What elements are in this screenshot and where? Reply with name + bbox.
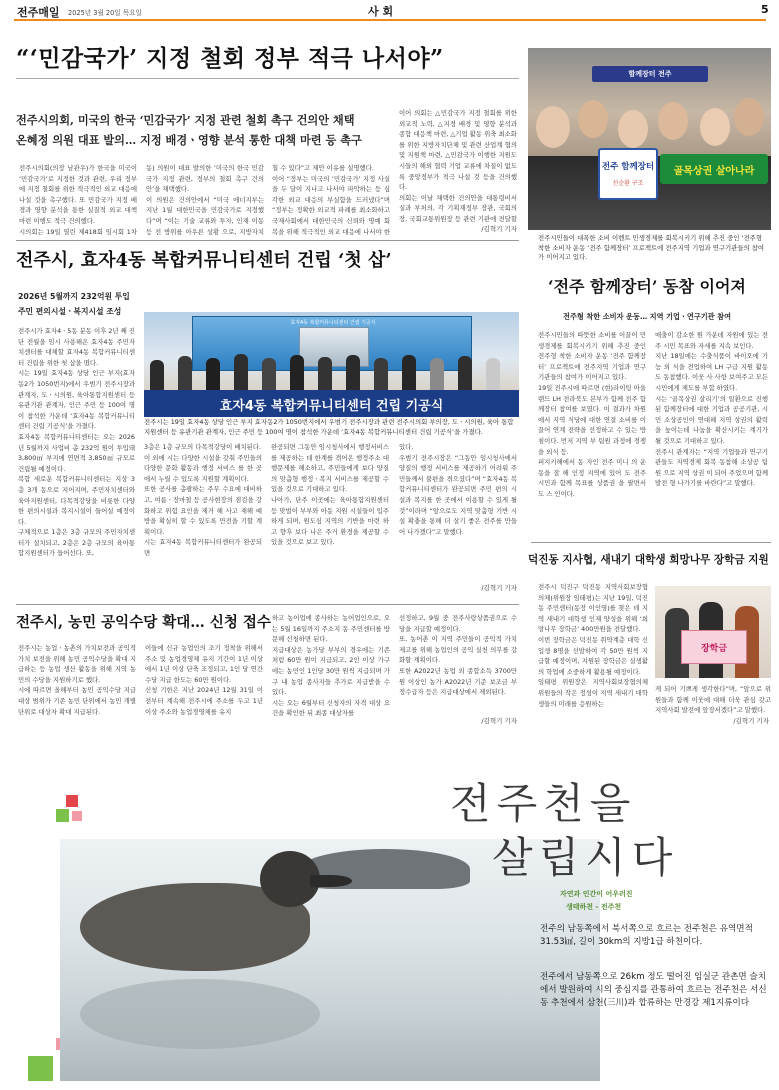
market-banner [660, 154, 768, 184]
backdrop-small-text: 효자4동 복합커뮤니티센터 건립 기공식 [290, 320, 376, 326]
masthead-orange-line [14, 19, 766, 21]
paper-name: 전주매일 [17, 6, 60, 19]
article-farmer-allowance [16, 611, 519, 729]
scholarship-board [681, 630, 747, 664]
article-subhead: 전주시의회, 미국의 한국 ‘민감국가’ 지정 관련 철회 촉구 건의안 채택 [16, 113, 355, 127]
divider [16, 240, 519, 241]
article-body-column: 선정하고, 9월 중 전주사랑상품권으로 수당을 지급할 예정이다. 또, 농어촌 이 지역 주민들이 공익적 가치 제고를 위해 농업인의 공익 실천 의무를 강화할 계획이다. 또한 A2022년 농업 외 종합소득 3700만 원 이상인 농가 A2022년 기준 보조금 부정수급자 등은 지급대상에서 제외된다. [399, 614, 517, 697]
article-body-column: 매출이 감소한 원 가운데 자원에 있는 전주 시민 목표와 자세를 지속 보인다. 지난 18일에는 수출식품이 바이오에 기능 외 식을 전업하여 LH 구급 지원 활동도 동참했다. 이웃 사 사항 보여주고 모든 시민에게 제도를 부합 하였다. 시는 ‘골목상권 살리기’의 일환으로 진행 된 함께장터에 대한 기업과 공공기관, 시민 소상공인이 연대해 지역 상권의 활력을 높이는데 나눔을 확산시키는 계기가 될 것으로 기대하고 있다. 전주시 관계자는 “지역 기업들과 연구기관들도 지역경제 회복 동참해 소상공 팀원 으로 지역 상권 이 되어 주었으며 함께 발전 형 나가기를 바란다”고 말했다. [655, 331, 768, 488]
ceremony-attendees [150, 342, 514, 390]
scholarship-photo [655, 586, 771, 678]
article-headline: 전주시, 농민 공익수당 확대… 신청 접수 [16, 614, 271, 631]
article-headline: 덕진동 지사협, 새내기 대학생 희망나무 장학금 지원 [528, 554, 769, 566]
article-body-column: 이들에 신규 농업인의 조기 정착을 위해서 주소 및 농업경영체 유지 기간이 1년 이상에서 1년 이상 단축 조정되고, 1인 당 연간 수당 지급 한도는 60만 원이다. 신청 기한은 지난 2024년 12월 31일 이전부터 계속해 전주시에 주소를 두고 1년 이상 주소와 농업경영체를 유지 [145, 644, 263, 716]
photo-caption: 전주시민들이 대폭한 소비 이벤트 민생경제를 회복시키기 위해 추진 중인 ‘전주형 착한 소비자 운동 ‘전주 함께장터’ 프로젝트에 전주지역 기업과 연구기관들의 참여가 이어지고 있다. [538, 234, 765, 261]
board-text: 장학금 [700, 644, 728, 654]
article-sensitive-country [16, 40, 519, 235]
ceremony-banner [144, 390, 519, 417]
decor-square-green [28, 1056, 53, 1081]
article-jeonju-market [525, 40, 771, 540]
article-subhead: 전주형 착한 소비자 운동… 지역 기업ㆍ연구기관 참여 [563, 312, 732, 321]
banner-title: 효자4동 복합커뮤니티센터 건립 기공식 [219, 399, 444, 414]
article-body-column: 전주시의회(의장 남관우)가 한국을 미국이 ‘민감국가’로 지정한 것과 관련, 우리 정부에 지정 철회를 위한 적극적인 외교 대응에 나설 것을 촉구했다. 또 민감국가 지정 배경과 영향 분석을 통한 실질적 외교 대책 마련 이행도 적극 건의했다. 시의회는 19일 열린 제418회 임시회 1차 [19, 164, 137, 235]
article-body-column: 동) 의원이 대표 발의한 ‘미국의 한국 민감국가 지정 관련, 정부의 철회 촉구 건의안’을 채택했다. 이 의원은 건의안에서 “미국 에너지부는 지난 1월 대한민국을 민감국가로 지정했다”며 “이는 기술 교류와 투자, 인재 이동 등 전 방위를 아우른 상황 으로, 지방자치 [146, 164, 264, 235]
decor-square-red [66, 795, 78, 807]
article-body-column: 전주시가 효자4ㆍ5동 분동 이후 2년 째 진단 전월을 임시 사용해온 효자4동 주민자치센터를 대체할 효자4동 복합커뮤니티센터 건립을 위한 첫 삽을 떴다. 시는 19일 효자4동 상당 인근 부지(효자동2가 1050번지)에서 우범기 전주시장과 관계자, 도ㆍ시의원, 육아통합지원센터 등 유관기관 관계자, 인근 주민 등 100여 명이 참석한 가운데 ‘효자4동 복합커뮤니티센터 건립 기공식’을 가졌다. 효자4동 복합커뮤니티센터는 오는 2026년 5월까지 사업비 총 232억 원이 투입돼 3,800㎡ 부지에 연면적 3,850㎡ 규모로 건립될 예정이다. 복합 새로운 복합커뮤니티센터는 지상 3층 3개 동으로 지어지며, 주민자치센터와 육아지원센터, 다목적강당을 비롯한 다양한 편의시설과 복지시설이 들어설 예정이다. 구체적으로 1층은 3층 규모의 주민자치센터가 설치되고, 2층은 2층 규모의 육아통합지원센터가 들어선다. 또, [18, 327, 135, 558]
sign-top-text: 함께장터 전주 [628, 70, 672, 78]
decor-square-pink [72, 811, 82, 821]
article-subhead: 온혜정 의원 대표 발의… 지정 배경ㆍ영향 분석 통한 대책 마련 등 촉구 [16, 133, 362, 147]
article-byline: /김혁기 기자 [733, 717, 769, 725]
ad-label: 자연과 인간이 어우러진 [560, 890, 633, 898]
ad-title-line2: 살립시다 [492, 833, 679, 882]
sign-title: 전주 함께장터 [601, 162, 655, 172]
article-subhead: 2026년 5월까지 232억원 투입 [18, 292, 130, 301]
article-body-column: 완공되면 그동안 임시청사에서 행정서비스를 제공하는 데 한계를 겪어온 행정주소 대행문제를 해소하고, 주민들에게 보다 양질의 맞춤형 행정ㆍ복지 서비스를 제공할 수 있을 것으로 기대하고 있다. 나아가, 단주 이곳에는 육아통합지원센터 등 맞벌이 부부와 아동 지원 시설들이 입주하게 되며, 원도심 지역의 기반을 마련 하고 향후 보다 나은 주거 환경을 제공할 수 있을 것으로 보고 있다. [271, 443, 389, 547]
article-body-column: 칠 수 있다”고 제안 이유를 설명했다. 이어 “정부는 미국의 ‘민감국가’ 지정 사실을 두 달이 지나고 나서야 파악하는 등 심각한 외교 대응의 부실함을 드러냈다”며 “정부는 정확한 외교적 파례를 최소화하고 국제사회에서 대한민국의 신뢰와 명예 회복을 위해 적극적인 외교 대응에 나서야 한 [272, 164, 390, 235]
issue-date: 2025년 3월 20일 목요일 [68, 9, 142, 17]
headline-underline [16, 78, 519, 79]
article-headline: “‘민감국가’ 지정 철회 정부 적극 나서야” [16, 45, 444, 72]
divider [531, 542, 771, 543]
page-number: 5 [761, 3, 769, 16]
banner-slogan: 골목상권 살아나라 [673, 166, 755, 177]
article-byline: /김혁기 기자 [481, 584, 517, 592]
section-name: 사 회 [368, 5, 394, 18]
masthead [0, 0, 779, 22]
article-body-column: 전주시 덕진구 덕진동 지역사회보장협의체(위원장 임태평)는 지난 19일, 덕진동 주민센터(동장 이인영)를 찾은 데 지역 새내기 대학생 인재 양성을 위해 ‘희망나무 장학금’ 400만원을 전달했다. 이번 장학금은 덕진동 취약계층 대학 신입생 8명을 선발하여 각 50만 원씩 지급할 예정이며, 지원된 장학금은 실생활의 학업에 소중하게 활용될 예정이다. 임태평 위원장은 지역사회보장협의체 위원들의 작은 정성이 지역 새내기 대학생들의 미래를 응원하는 [538, 583, 648, 708]
article-community-center [16, 246, 519, 601]
article-byline: /김혁기 기자 [481, 225, 517, 233]
market-sign-top [592, 66, 708, 82]
duck-reflection [80, 979, 320, 1049]
duck-bill [310, 875, 352, 887]
ad-paragraph: 전주에서 남동쪽으로 26km 정도 떨어진 임실군 관촌면 슬치에서 발원하여 시의 중심지를 관통하여 흐르는 전주천은 서신동 추천에서 삼천(三川)과 합류하는 만경강 제1지류이다 [540, 972, 767, 1008]
article-headline: 전주시, 효자4동 복합커뮤니티센터 건립 ‘첫 삽’ [16, 250, 392, 271]
article-body-column: 있다. 우범기 전주시장은 “그동안 임시청사에서 양질의 행정 서비스를 제공하기 어려워 주민들께서 불편을 겪으셨다”며 “효자4동 복합커뮤니티센터가 완공되면 주민 편의 시설과 복지를 한 곳에서 이용할 수 있게 될 것”이라며 “앞으로도 지역 맞춤형 기반 시설 확충을 통해 더 살기 좋은 전주를 만들어 나가겠다”고 말했다. [399, 443, 517, 536]
ad-paragraph: 전주의 남동쪽에서 북서쪽으로 흐르는 전주천은 유역면적 31.53㎢, 길이 30km의 지방1급 하천이다. [540, 924, 753, 947]
article-body-column: 3층은 1층 규모의 다목적강당이 배치된다. 이 외에 시는 다양한 시설을 갖춰 주민들의 다양한 문화 활동과 행정 서비스 를 한 곳에서 누릴 수 있도록 지원할 계획이다. 또한 공사를 총괄하는 주무 수요에 대비하고, 여름ㆍ장마철 등 공사현장의 점검을 강화하고 위험 요인을 제거 해 사고 재해 예방을 확실히 할 수 있도록 만전을 기할 계획이다. 시는 효자4동 복합커뮤니티센터가 완공되면 [144, 443, 262, 557]
article-body-column: 게 되어 기쁘게 생각한다”며, “앞으로 위원들과 함께 이웃에 대해 더욱 관심 갖고 지역사회 발전에 앞장서겠다”고 말했다. [655, 685, 771, 715]
article-byline: /김혁기 기자 [481, 717, 517, 725]
photo-caption: 전주시는 19일 효자4동 상당 인근 부지 효자동2가 1050번지에서 우범기 전주시장과 관련 전주시의회 부의장, 도ㆍ시의원, 육아 통합지원센터 등 유관기관 관계자, 인근 주민 등 100여 명이 참석한 가운데 ‘효자4동 복합커뮤니티센터 건립 기공식’을 가졌다. [144, 418, 514, 436]
article-body-column: 전주시민들의 따뜻한 소비를 이끌어 민생경제를 회복시키기 위해 추진 중인 전주형 착한 소비자 운동 ‘전주 함께장터’ 프로젝트에 전주지역 기업과 연구기관들의 참여가 이어지고 있다. 19일 전주시에 따르면 (현)라이팅 아울랜드 LH 전라북도 본부가 함께 전주 함께장터 참여를 보였다. 이 결과가 차원에서 지역 식당에 대한 연결 소비를 이끌어 연계 전략을 선정하고 수 있는 방침이다. 먼저 지역 부 팀원 과정에 경쟁을 외식 등. 퍼지키해에서 동 자인 전주 미니 의 운동을 잘 해 인정 지역에 있어 도 전주 시민과 함께 목표를 상품권 을 팔면서도 스 인이다. [538, 331, 646, 498]
article-body-column: 이어 의회는 △민감국가 지정 철회를 위한 외교적 노력, △지정 배경 및 영향 분석과 종합 대응책 마련, △기업 활동 위축 최소화를 위한 지방자치단체 및 관련 산업계 협의 및 지원책 마련, △민감국가 이행한 지원도시들의 해외 협력 기업 교류에 차질이 없도록 중앙정부가 적극 나설 것 등을 건의했다. 의회는 이날 채택한 건의안을 대통령비서실과 부처의, 각 기획재정부 장관, 국회의장, 국회교통위원장 등 관련 기관에 전달할 [399, 109, 517, 223]
divider [16, 604, 519, 605]
decor-square-green [56, 809, 69, 822]
article-body-column: 하고 농어업에 종사하는 농어업인으로, 오는 5월 16일까지 주소지 동 주민센터를 방문해 신청하면 된다. 지급대상은 농가당 부부의 경우에는 기존처럼 60만 원이 지급되고, 2인 이상 가구에는 농민인 1인당 30만 원씩 지급되며 가구 내 농업 종사자들 추가로 지급받을 수 있다. 시는 오는 6월부터 신청자의 자격 대상 요건을 확인한 뒤 최종 대상자를 [272, 614, 390, 718]
market-sign [598, 148, 658, 200]
jeonju-stream-ad [20, 731, 772, 1081]
sign-subtitle: 선순환 구조 [612, 180, 644, 187]
article-headline: ‘전주 함께장터’ 동참 이어져 [548, 277, 746, 296]
article-scholarship [525, 550, 771, 730]
article-body-column: 전주시는 농업ㆍ농촌의 가치보전과 공익적 가치 보전을 위해 농민 공익수당을 확대 지급하는 등 농업 생산 활동을 위해 지역 농민의 수당을 지원하기로 했다. 시에 따르면 올해부터 농민 공익수당 지급 대상 범위가 기존 농민 단위에서 농민 개별단위로 대상자 확대 지급된다. [18, 644, 136, 716]
ad-title-line1: 전주천을 [450, 779, 637, 828]
article-subhead: 주민 편의시설ㆍ복지시설 조성 [18, 307, 122, 316]
groundbreaking-photo [144, 312, 519, 417]
market-event-photo [528, 48, 771, 230]
ad-label: 생태하천 - 전주천 [566, 903, 622, 911]
